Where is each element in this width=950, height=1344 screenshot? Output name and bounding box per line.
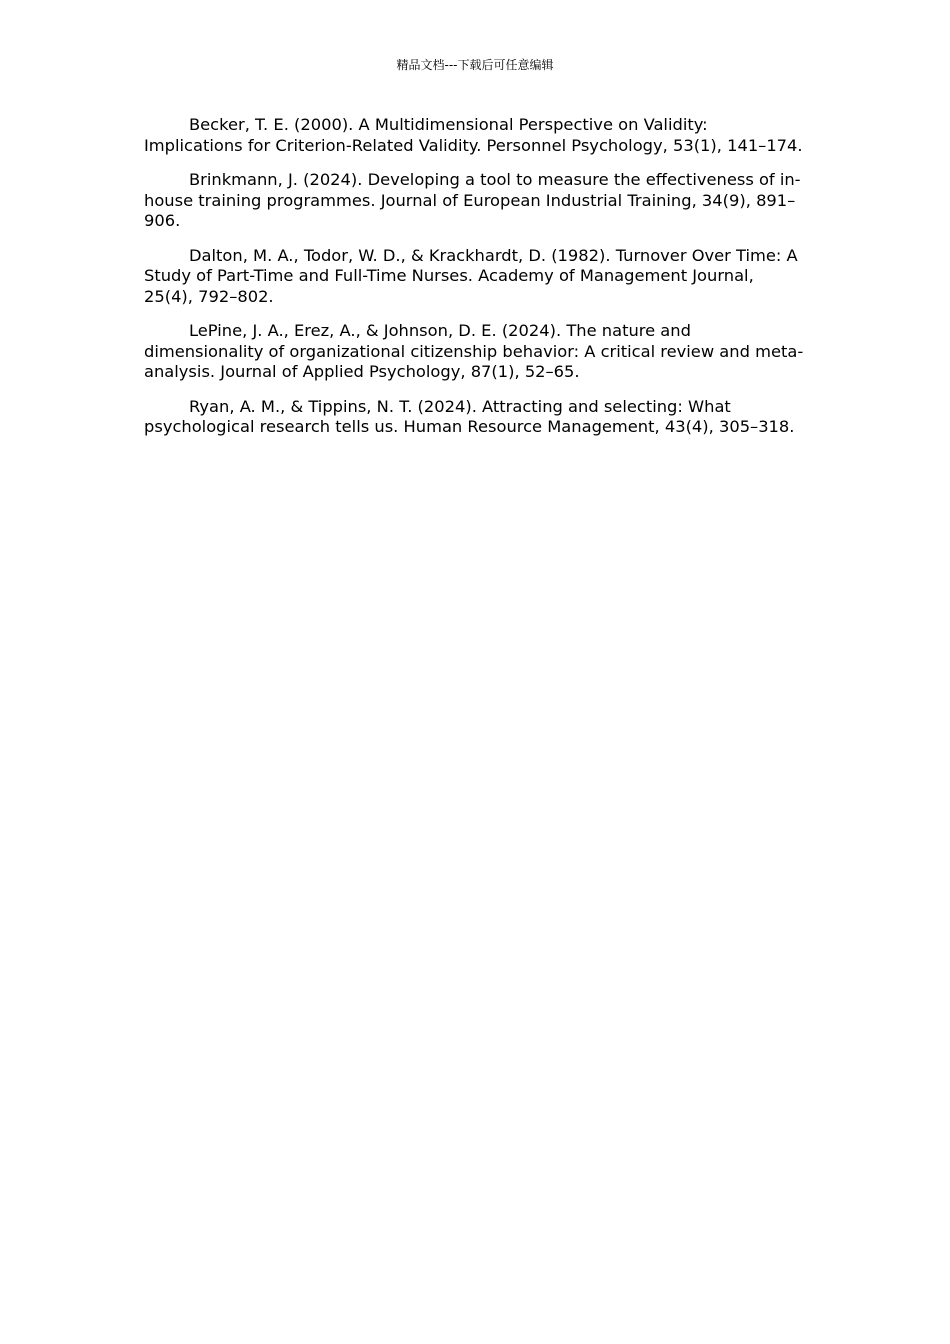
reference-entry: Becker, T. E. (2000). A Multidimensional Perspective on Validity: Implications for Criterion-Related Validity. Personnel Psychology, 53(1), 141–174. [144,115,803,155]
page-header: 精品文档---下载后可任意编辑 [396,58,554,72]
reference-entry: Dalton, M. A., Todor, W. D., & Krackhardt, D. (1982). Turnover Over Time: A Study of Part-Time and Full-Time Nurses. Academy of Management Journal, 25(4), 792–802. [144,245,798,306]
reference-list [144,115,804,452]
reference-entry: Brinkmann, J. (2024). Developing a tool to measure the effectiveness of in-house training programmes. Journal of European Industrial Training, 34(9), 891–906. [144,170,801,230]
reference-entry: LePine, J. A., Erez, A., & Johnson, D. E. (2024). The nature and dimensionality of organizational citizenship behavior: A critical review and meta-analysis. Journal of Applied Psychology, 87(1), 52–65. [144,321,804,381]
reference-entry: Ryan, A. M., & Tippins, N. T. (2024). Attracting and selecting: What psychological research tells us. Human Resource Management, 43(4), 305–318. [144,396,795,436]
